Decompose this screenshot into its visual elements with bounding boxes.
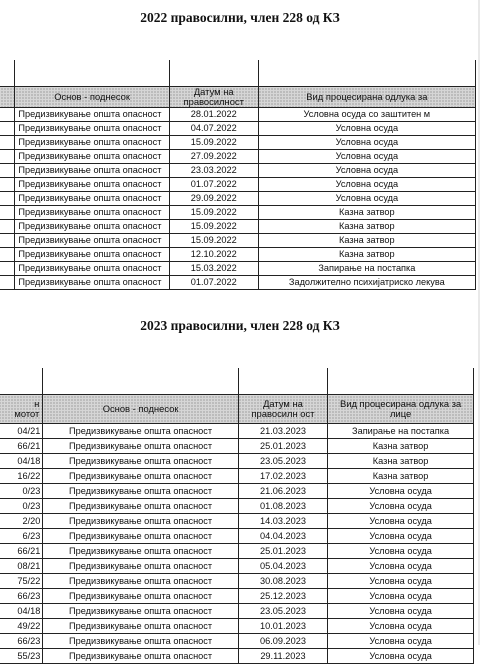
basis-cell: Предизвикување општа опасност	[15, 164, 169, 178]
verdict-cell: Казна затвор	[328, 454, 474, 469]
date-cell: 04.04.2023	[238, 529, 327, 544]
date-cell: 28.01.2022	[169, 108, 258, 122]
basis-cell: Предизвикување општа опасност	[43, 439, 238, 454]
table-row	[0, 262, 476, 276]
basis-cell: Предизвикување општа опасност	[43, 529, 238, 544]
case-number-cell	[0, 164, 15, 178]
date-cell: 06.09.2023	[238, 634, 327, 649]
verdict-cell: Условна осуда	[328, 604, 474, 619]
verdict-cell: Условна осуда	[328, 514, 474, 529]
date-cell: 01.08.2023	[238, 499, 327, 514]
table-row	[0, 634, 474, 649]
header-verdict: Вид процесирана одлука за лице	[328, 395, 474, 424]
date-cell: 10.01.2023	[238, 619, 327, 634]
table-row	[0, 649, 474, 664]
basis-cell: Предизвикување општа опасност	[15, 220, 169, 234]
date-cell: 04.07.2022	[169, 122, 258, 136]
verdict-cell: Условна осуда	[258, 192, 475, 206]
table-row	[0, 619, 474, 634]
basis-cell: Предизвикување општа опасност	[15, 150, 169, 164]
case-number-cell: 66/23	[0, 634, 43, 649]
table-row	[0, 178, 476, 192]
table-row	[0, 469, 474, 484]
table-row	[0, 206, 476, 220]
table-row	[0, 424, 474, 439]
date-cell: 29.11.2023	[238, 649, 327, 664]
table-2022-spacer-row	[0, 60, 476, 87]
verdict-cell: Условна осуда	[328, 649, 474, 664]
date-cell: 15.09.2022	[169, 136, 258, 150]
verdict-cell: Условна осуда	[328, 484, 474, 499]
date-cell: 21.03.2023	[238, 424, 327, 439]
date-cell: 05.04.2023	[238, 559, 327, 574]
basis-cell: Предизвикување општа опасност	[15, 206, 169, 220]
case-number-cell	[0, 262, 15, 276]
case-number-cell	[0, 234, 15, 248]
basis-cell: Предизвикување општа опасност	[43, 574, 238, 589]
date-cell: 12.10.2022	[169, 248, 258, 262]
verdict-cell: Казна затвор	[328, 439, 474, 454]
basis-cell: Предизвикување општа опасност	[43, 604, 238, 619]
header-date: Датум на правосилн ост	[238, 395, 327, 424]
basis-cell: Предизвикување општа опасност	[43, 649, 238, 664]
date-cell: 23.05.2023	[238, 604, 327, 619]
date-cell: 25.01.2023	[238, 544, 327, 559]
verdict-cell: Казна затвор	[328, 469, 474, 484]
header-date: Датум на правосилност	[169, 87, 258, 108]
date-cell: 15.09.2022	[169, 220, 258, 234]
table-2023	[0, 368, 474, 664]
date-cell: 25.01.2023	[238, 439, 327, 454]
verdict-cell: Условна осуда	[328, 559, 474, 574]
table-row	[0, 439, 474, 454]
header-basis: Основ - поднесок	[43, 395, 238, 424]
header-verdict: Вид процесирана одлука за	[258, 87, 475, 108]
date-cell: 01.07.2022	[169, 276, 258, 290]
verdict-cell: Условна осуда	[258, 178, 475, 192]
basis-cell: Предизвикување општа опасност	[15, 192, 169, 206]
verdict-cell: Казна затвор	[258, 220, 475, 234]
date-cell: 21.06.2023	[238, 484, 327, 499]
case-number-cell	[0, 248, 15, 262]
basis-cell: Предизвикување општа опасност	[43, 424, 238, 439]
header-number	[0, 87, 15, 108]
case-number-cell: 0/23	[0, 484, 43, 499]
verdict-cell: Условна осуда	[328, 634, 474, 649]
table-row	[0, 220, 476, 234]
basis-cell: Предизвикување општа опасност	[43, 454, 238, 469]
date-cell: 30.08.2023	[238, 574, 327, 589]
date-cell: 01.07.2022	[169, 178, 258, 192]
date-cell: 25.12.2023	[238, 589, 327, 604]
case-number-cell	[0, 150, 15, 164]
verdict-cell: Запирање на постапка	[328, 424, 474, 439]
case-number-cell	[0, 276, 15, 290]
case-number-cell: 04/18	[0, 604, 43, 619]
date-cell: 23.05.2023	[238, 454, 327, 469]
date-cell: 23.03.2022	[169, 164, 258, 178]
table-row	[0, 108, 476, 122]
basis-cell: Предизвикување општа опасност	[43, 484, 238, 499]
table-row	[0, 192, 476, 206]
case-number-cell	[0, 136, 15, 150]
case-number-cell: 04/21	[0, 424, 43, 439]
case-number-cell	[0, 178, 15, 192]
basis-cell: Предизвикување општа опасност	[43, 514, 238, 529]
basis-cell: Предизвикување општа опасност	[15, 136, 169, 150]
verdict-cell: Условна осуда	[328, 529, 474, 544]
case-number-cell	[0, 108, 15, 122]
case-number-cell: 75/22	[0, 574, 43, 589]
table-2022	[0, 60, 476, 290]
section-2022-title: 2022 правосилни, член 228 од КЗ	[140, 10, 340, 25]
basis-cell: Предизвикување општа опасност	[43, 634, 238, 649]
basis-cell: Предизвикување општа опасност	[15, 234, 169, 248]
case-number-cell: 08/21	[0, 559, 43, 574]
verdict-cell: Казна затвор	[258, 206, 475, 220]
verdict-cell: Условна осуда	[328, 544, 474, 559]
basis-cell: Предизвикување општа опасност	[43, 499, 238, 514]
header-basis: Основ - поднесок	[15, 87, 169, 108]
case-number-cell	[0, 122, 15, 136]
table-row	[0, 454, 474, 469]
verdict-cell: Условна осуда со заштитен м	[258, 108, 475, 122]
basis-cell: Предизвикување општа опасност	[15, 276, 169, 290]
verdict-cell: Условна осуда	[258, 150, 475, 164]
basis-cell: Предизвикување општа опасност	[43, 619, 238, 634]
case-number-cell: 2/20	[0, 514, 43, 529]
date-cell: 27.09.2022	[169, 150, 258, 164]
table-row	[0, 589, 474, 604]
table-row	[0, 544, 474, 559]
table-row	[0, 484, 474, 499]
table-row	[0, 529, 474, 544]
table-row	[0, 276, 476, 290]
date-cell: 15.09.2022	[169, 206, 258, 220]
table-row	[0, 574, 474, 589]
case-number-cell: 04/18	[0, 454, 43, 469]
basis-cell: Предизвикување општа опасност	[43, 589, 238, 604]
basis-cell: Предизвикување општа опасност	[15, 122, 169, 136]
verdict-cell: Условна осуда	[258, 136, 475, 150]
table-row	[0, 559, 474, 574]
verdict-cell: Условна осуда	[258, 122, 475, 136]
section-2023-title: 2023 правосилни, член 228 од КЗ	[140, 318, 340, 333]
case-number-cell: 0/23	[0, 499, 43, 514]
table-row	[0, 514, 474, 529]
case-number-cell: 66/23	[0, 589, 43, 604]
case-number-cell	[0, 192, 15, 206]
verdict-cell: Задолжително психијатриско лекува	[258, 276, 475, 290]
table-2023-header-row	[0, 395, 474, 424]
date-cell: 29.09.2022	[169, 192, 258, 206]
table-row	[0, 122, 476, 136]
case-number-cell: 55/23	[0, 649, 43, 664]
basis-cell: Предизвикување општа опасност	[43, 544, 238, 559]
date-cell: 17.02.2023	[238, 469, 327, 484]
basis-cell: Предизвикување општа опасност	[43, 469, 238, 484]
table-row	[0, 604, 474, 619]
case-number-cell	[0, 206, 15, 220]
table-row	[0, 164, 476, 178]
verdict-cell: Казна затвор	[258, 248, 475, 262]
verdict-cell: Условна осуда	[328, 619, 474, 634]
table-2023-spacer-row	[0, 368, 474, 395]
verdict-cell: Условна осуда	[328, 499, 474, 514]
basis-cell: Предизвикување општа опасност	[15, 178, 169, 192]
table-row	[0, 499, 474, 514]
verdict-cell: Условна осуда	[258, 164, 475, 178]
basis-cell: Предизвикување општа опасност	[15, 262, 169, 276]
case-number-cell: 66/21	[0, 544, 43, 559]
case-number-cell	[0, 220, 15, 234]
table-2022-header-row	[0, 87, 476, 108]
verdict-cell: Условна осуда	[328, 589, 474, 604]
verdict-cell: Запирање на постапка	[258, 262, 475, 276]
table-row	[0, 136, 476, 150]
table-row	[0, 150, 476, 164]
basis-cell: Предизвикување општа опасност	[15, 108, 169, 122]
date-cell: 14.03.2023	[238, 514, 327, 529]
case-number-cell: 49/22	[0, 619, 43, 634]
table-row	[0, 248, 476, 262]
verdict-cell: Казна затвор	[258, 234, 475, 248]
basis-cell: Предизвикување општа опасност	[43, 559, 238, 574]
date-cell: 15.03.2022	[169, 262, 258, 276]
date-cell: 15.09.2022	[169, 234, 258, 248]
header-number: н мотот	[0, 395, 43, 424]
table-row	[0, 234, 476, 248]
case-number-cell: 16/22	[0, 469, 43, 484]
basis-cell: Предизвикување општа опасност	[15, 248, 169, 262]
case-number-cell: 66/21	[0, 439, 43, 454]
case-number-cell: 6/23	[0, 529, 43, 544]
verdict-cell: Условна осуда	[328, 574, 474, 589]
